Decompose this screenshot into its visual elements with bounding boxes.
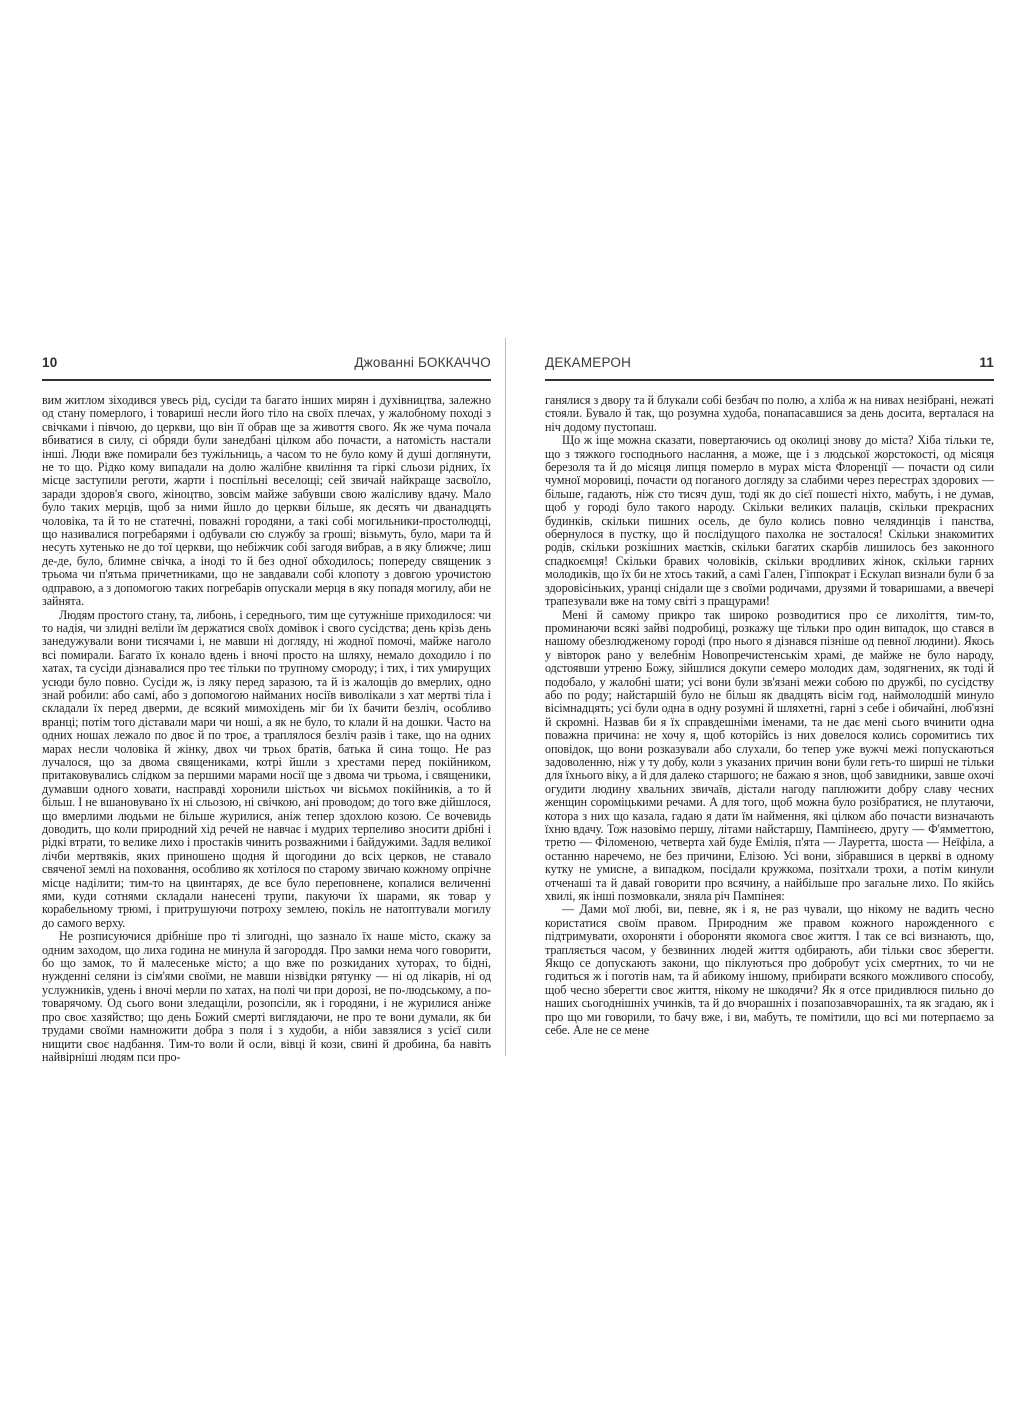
- left-running-head: [42, 355, 491, 381]
- paragraph: Не розписуючися дрібніше про ті злигодні, що зазнало їх наше місто, скажу за одним заходом, що лиха година не минула й загороддя. Про замки нема чого говорити, бо що замок, то й малесеньке місто; а що вже по розкиданих хуторах, то бідні, нужденні селяни із сім'ями своїми, не мавши нізвідки рятунку — ні од лікарів, ні од услужників, удень і вночі мерли по хатах, на полі чи при дорозі, не по-людському, а по-товарячому. Од сього вони зледащіли, розопсіли, як і городяни, і не журилися аніже про своє хазяйство; що день Божий смерті виглядаючи, не про те вони думали, як би трудами своїми намножити добра з поля і з худоби, а ніби завзялися з усієї сили нищити своє надбання. Тим-то воли й осли, вівці й кози, свині й дробина, ба навіть найвірніші людям пси про-: [42, 929, 491, 1064]
- left-page-body: [42, 394, 491, 1064]
- paragraph: — Дами мої любі, ви, певне, як і я, не раз чували, що нікому не вадить чесно користатися своїм правом. Природним же правом кожного нарожденного є підтримувати, охороняти і обороняти якомога своє життя. І так се всі визнають, що, трапляється часом, у безвинних людей життя одбирають, аби тільки своє зберегти. Якщо се допускають закони, що піклуються про добробут усіх смертних, то чи не годиться ж і поготів нам, та й абикому іншому, прибирати всякого можливого способу, щоб чесно зберегти своє життя, нікому не шкодячи? Як я отсе придивлюся пильно до наших сьогоднішніх учинків, та й до вчорашніх і позапозавчорашніх, та як згадаю, як і про що ми говорили, то бачу вже, і ви, мабуть, те помітили, що всі ми потерпаємо за себе. Але не се мене: [545, 902, 994, 1038]
- right-running-title: ДЕКАМЕРОН: [545, 355, 632, 370]
- right-page: [545, 355, 994, 1038]
- right-page-number: 11: [979, 355, 994, 370]
- left-page: [42, 355, 491, 1064]
- paragraph: Що ж іще можна сказати, повертаючись од околиці знову до міста? Хіба тільки те, що з тяжкого господнього наслання, а може, ще і з людської жорстокості, од місяця березоля та й до місяця липця померло в мурах міста Флоренції — почасти од сили чумної моровиці, почасти од поганого догляду за слабими через перестрах здорових — більше, гадають, ніж сто тисяч душ, тоді як до сієї пошесті ніхто, мабуть, і не думав, щоб у городі було такого народу. Скільки великих палаців, скільки прекрасних будинків, скільки пишних осель, де було колись повно челядинців і панства, обернулося в пустку, що й послідущого пахолка не зосталося! Скільки знакомитих родів, скільки розкішних маєтків, скільки багатих скарбів лишилось без законного спадкоємця! Скільки бравих чоловіків, скільки вродливих жінок, скільки гарних молодиків, що їх би не хтось такий, а самі Гален, Гіппократ і Ескулап визнали були б за здоровісіньких, уранці снідали ще з своїми родичами, друзями й товаришами, а ввечері трапезували вже на тому світі з пращурами!: [545, 433, 994, 609]
- page-seam-divider: [505, 338, 506, 1056]
- left-running-title: Джованні БОККАЧЧО: [354, 355, 491, 370]
- paragraph: Мені й самому прикро так широко розводитися про се лихоліття, тим-то, проминаючи всякі зайві подробиці, розкажу ще тільки про один випадок, що стався в нашому обезлюдженому городі (про нього я дізнався пізніше од певної людини). Якось у вівторок рано у велебнім Новопречистенськім храмі, де майже не було народу, одстоявши утреню Божу, зійшлися докупи семеро молодих дам, зодягнених, як тоді й подобало, у жалобні шати; усі вони були зв'язані межи собою по дружбі, по сусідству або по роду; найстаршій було не більш як двадцять вісім год, наймолодшій минуло вісімнадцять; усі були одна в одну розумні й шляхетні, гарні з себе і обичайні, люб'язні й скромні. Назвав би я їх справдешніми іменами, та не дає мені сього вчинити одна поважна причина: не хочу я, щоб которійсь із них довелося колись соромитись тих оповідок, що вони розказували або слухали, бо тепер уже вужчі межі попускаються задоволенню, ніж у ту добу, коли з указаних причин вони були геть-то ширші не тільки для їхнього віку, а й для далеко старшого; не бажаю я знов, щоб завидники, завше охочі огудити людину хвальних звичаїв, дістали нагоду паплюжити добру славу чесних женщин сороміцькими речами. А для того, щоб можна було розібратися, не плутаючи, котора з них що казала, гадаю я дати їм наймення, які цілком або почасти визначають їхню вдачу. Тож назовімо першу, літами найстаршу, Пампінеєю, другу — Ф'ямметтою, третю — Філоменою, четверта хай буде Емілія, п'ята — Лауретта, шоста — Неїфіла, а останню наречемо, не без причини, Елізою. Усі вони, зібравшися в церкві в одному кутку не умисне, а випадком, посідали кружкома, позітхали трохи, а потім кинули отченаші та й давай говорити про всячину, а найбільше про загальне лихо. По якійсь хвилі, як інші позмовкали, зняла річ Пампінея:: [545, 607, 994, 904]
- paragraph: Людям простого стану, та, либонь, і середнього, тим ще сутужніше приходилося: чи то надія, чи злидні веліли їм держатися своїх домівок і свого сусідства; день крізь день занедужували вони тисячами і, не мавши ні догляду, ні жодної помочі, майже наголо всі помирали. Багато їх конало вдень і вночі просто на шляху, немало доходило і по хатах, та сусіди дізнавалися про теє тільки по трупному смороду; і тих, і тих умирущих усюди було повно. Сусіди ж, із ляку перед заразою, та й із жалощів до вмерлих, одно знай робили: або самі, або з допомогою найманих носіїв виволікали з хат мертві тіла і складали їх перед дверми, де всякий мимохідень міг би їх бачити безліч, особливо вранці; потім того діставали мари чи ноші, а як не було, то клали й на дошки. Часто на одних ношах лежало по двоє й по троє, а траплялося безліч разів і таке, що на одних марах несли чоловіка й жінку, двох чи трьох братів, батька й сина тощо. Не раз лучалося, що за двома священиками, котрі йшли з хрестами перед покійником, притаковувались слідком за першими марами носії ще з двома чи трьома, і священики, думавши одного ховати, насправді хоронили шістьох чи вісьмох покійників, а то й більш. І не вшановувано їх ні сльозою, ні свічкою, ані проводом; до того вже дійшлося, що вмерлими людьми не більше журилися, аніж тепер здохлою козою. Се вочевидь доводить, що коли природний хід речей не навчає і мудрих терпеливо зносити дрібні і рідкі втрати, то велике лихо і простаків чинить розважними і байдужими. Задля великої лічби мертвяків, яких приношено щодня й щогодини до всіх церков, не ставало свяченої землі на поховання, особливо як хотілося по старому звичаю кожному опрічне місце наділити; тим-то на цвинтарях, де все було переповнене, копалися величенні ями, куди сотнями складали нанесені трупи, пакуючи їх шарами, як товар у корабельному трюмі, і притрушуючи потроху землею, покіль не натоптували могилу до самого верху.: [42, 607, 491, 930]
- paragraph: вим житлом зіходився увесь рід, сусіди та багато інших мирян і духівництва, залежно од стану померлого, і товариші несли його тіло на своїх плечах, у жалобному поході з свічками і півчою, до церкви, що він її обрав ще за живоття свого. Як же чума почала вбиватися в силу, сі обряди були занедбані цілком або почасти, а натомість настали інші. Люди вже помирали без тужільниць, а часом то не було кому й душі доглянути, не то що. Рідко кому випадали на долю жалібне квиління та гіркі сльози рідних, їх місце заступили реготи, жарти і поспільні веселощі; сей звичай найкраще засвоїло, заради здоров'я свого, жіноцтво, зовсім майже забувши свою жалісливу вдачу. Мало було таких мерців, щоб за ними йшло до церкви більше, як десять чи дванадцять чоловіка, та й то не статечні, поважні городяни, а такі собі могильники-простолюдці, що називалися погребарями і одбували сю службу за гроші; візьмуть, було, мари та й несуть хутенько не до тої церкви, що небіжчик собі загодя вибрав, а в яку ближче; лиш де-де, було, блимне свічка, а іноді то й без одної обходилось; попереду священик з трьома чи п'ятьма причетниками, що не завдавали собі клопоту з довгою урочистою одправою, а з допомогою таких погребарів опускали мерця в яку попадя могилу, аби не зайнята.: [42, 393, 491, 609]
- right-running-head: [545, 355, 994, 381]
- right-page-body: [545, 394, 994, 1038]
- left-page-number: 10: [42, 355, 58, 370]
- paragraph: ганялися з двору та й блукали собі безбач по полю, а хліба ж на нивах незібрані, нежаті стояли. Бувало й так, що розумна худоба, понапасавшися за день досита, верталася на ніч додому пустопаш.: [545, 393, 994, 434]
